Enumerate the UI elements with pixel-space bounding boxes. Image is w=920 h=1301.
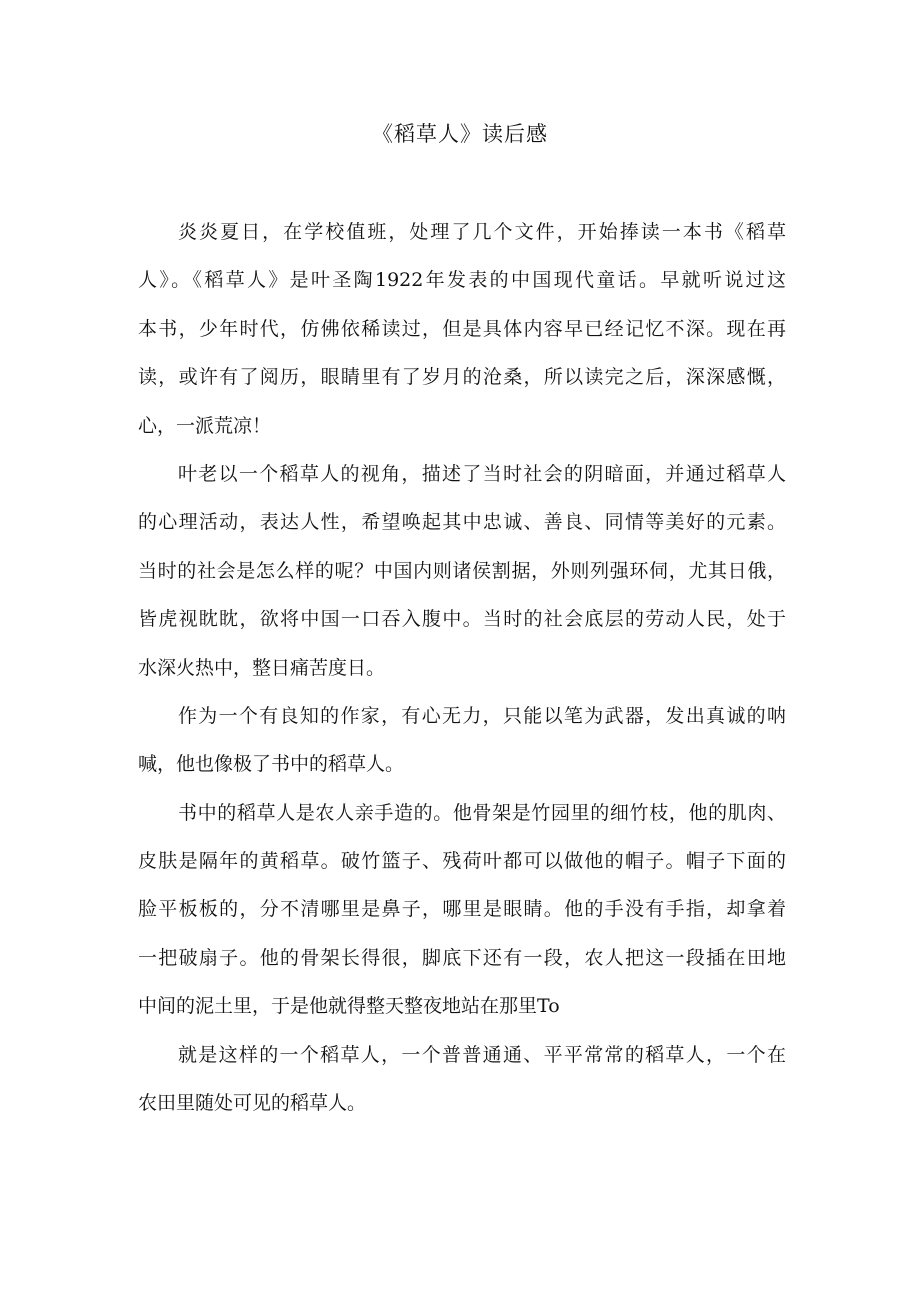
paragraph-line: 喊，他也像极了书中的稻草人。 [138, 753, 405, 776]
paragraph-line: 叶老以一个稻草人的视角，描述了当时社会的阴暗面，并通过稻草人 [178, 462, 786, 485]
paragraph-line: 书中的稻草人是农人亲手造的。他骨架是竹园里的细竹枝，他的肌肉、 [178, 801, 786, 824]
paragraph-line: 皮肤是隔年的黄稻草。破竹篮子、残荷叶都可以做他的帽子。帽子下面的 [138, 850, 786, 873]
paragraph-line: 皆虎视眈眈，欲将中国一口吞入腹中。当时的社会底层的劳动人民，处于 [138, 608, 786, 631]
paragraph-line: 作为一个有良知的作家，有心无力，只能以笔为武器，发出真诚的呐 [178, 704, 786, 727]
paragraph-line: 炎炎夏日，在学校值班，处理了几个文件，开始捧读一本书《稻草 [178, 221, 786, 243]
paragraph-line: 当时的社会是怎么样的呢？中国内则诸侯割据，外则列强环伺，尤其日俄， [138, 559, 786, 582]
paragraph-line: 水深火热中，整日痛苦度日。 [138, 656, 386, 679]
paragraph-line: 中间的泥土里，于是他就得整天整夜地站在那里To [138, 995, 560, 1018]
paragraph-4 [138, 789, 786, 1031]
paragraph-line: 的心理活动，表达人性，希望唤起其中忠诚、善良、同情等美好的元素。 [138, 511, 786, 534]
paragraph-line: 心，一派荒凉！ [138, 414, 272, 437]
paragraph-line: 农田里随处可见的稻草人。 [138, 1092, 367, 1115]
paragraph-3 [138, 692, 786, 789]
paragraph-1 [138, 208, 786, 450]
document-body [138, 208, 786, 1127]
paragraph-5 [138, 1031, 786, 1128]
document-title: 《稻草人》读后感 [372, 122, 548, 146]
paragraph-line: 本书，少年时代，仿佛依稀读过，但是具体内容早已经记忆不深。现在再 [138, 317, 786, 340]
paragraph-line: 读，或许有了阅历，眼睛里有了岁月的沧桑，所以读完之后，深深感慨， [138, 366, 786, 389]
paragraph-line: 就是这样的一个稻草人，一个普普通通、平平常常的稻草人，一个在 [178, 1043, 786, 1066]
paragraph-line: 一把破扇子。他的骨架长得很，脚底下还有一段，农人把这一段插在田地 [138, 946, 786, 969]
paragraph-line: 脸平板板的，分不清哪里是鼻子，哪里是眼睛。他的手没有手指，却拿着 [138, 898, 786, 921]
paragraph-2 [138, 450, 786, 692]
paragraph-line: 人》。《稻草人》是叶圣陶1922年发表的中国现代童话。早就听说过这 [138, 269, 786, 292]
